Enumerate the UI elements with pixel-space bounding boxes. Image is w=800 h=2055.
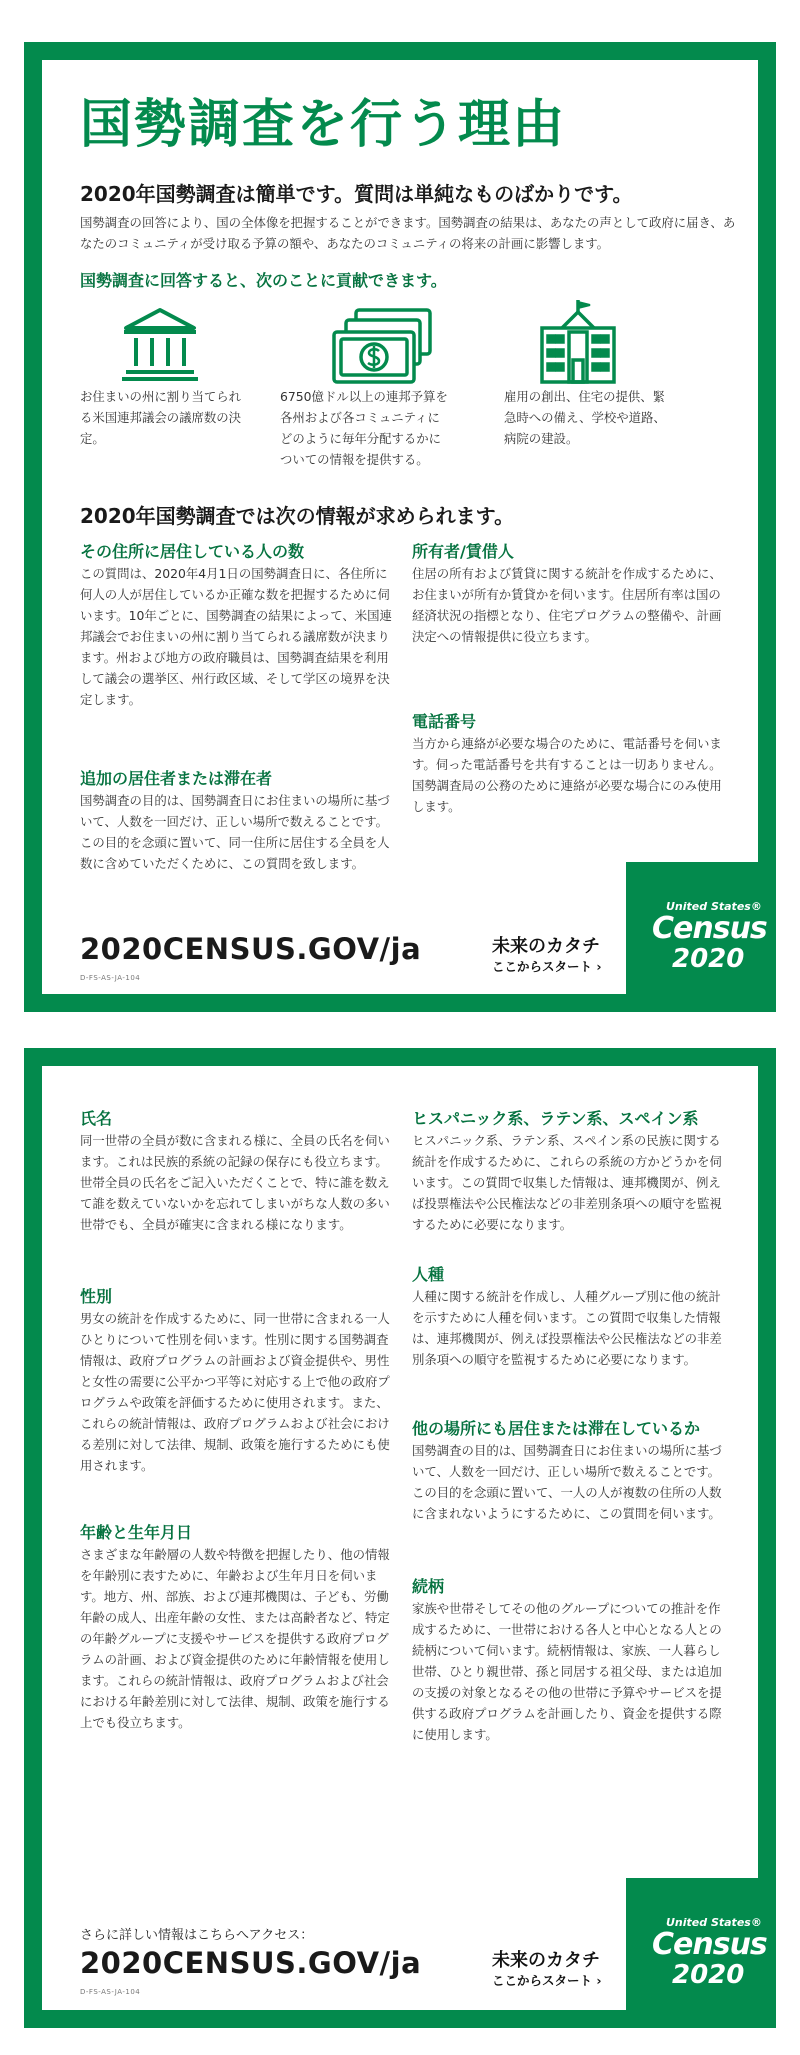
section-heading: ヒスパニック系、ラテン系、スペイン系 xyxy=(412,1109,699,1128)
questions-heading: 2020年国勢調査では次の情報が求められます。 xyxy=(80,504,515,528)
section-heading: その住所に居住している人の数 xyxy=(80,542,305,561)
section-body: 住居の所有および賃貸に関する統計を作成するために、お住まいが所有か賃貸かを伺います。住居所有率は国の経済状況の指標となり、住宅プログラムの整備や、計画決定への情報提供に役立ちます。 xyxy=(412,566,722,644)
tagline-main: 未来のカタチ xyxy=(492,936,600,957)
section-heading: 性別 xyxy=(80,1287,113,1306)
section-body: 同一世帯の全員が数に含まれる様に、全員の氏名を伺います。これは民族的系統の記録の保存にも役立ちます。世帯全員の氏名をご記入いただくことで、特に誰を数えて誰を数えていないかを忘れてしまいがちな人数の多い世帯でも、全員が確実に含まれる様になります。 xyxy=(80,1133,390,1232)
section-heading: 氏名 xyxy=(80,1109,113,1128)
section-heading: 続柄 xyxy=(412,1577,445,1596)
section-heading: 電話番号 xyxy=(412,712,477,731)
contribution-text: お住まいの州に割り当てられる米国連邦議会の議席数の決定。 xyxy=(80,389,242,446)
logo-united-states: United States® xyxy=(666,900,762,913)
logo-united-states: United States® xyxy=(666,1916,762,1929)
section-body: ヒスパニック系、ラテン系、スペイン系の民族に関する統計を作成するために、これらの系統の方かどうかを伺います。この質問で収集した情報は、連邦機関が、例えば投票権法や公民権法などの非差別条項への順守を監視するために必要になります。 xyxy=(412,1133,722,1232)
dollar-bills-icon xyxy=(330,306,434,386)
document-code: D-FS-AS-JA-104 xyxy=(80,1988,141,1996)
logo-census: Census xyxy=(652,911,767,946)
more-info-label: さらに詳しい情報はこちらへアクセス： xyxy=(80,1928,314,1943)
page-title: 国勢調査を行う理由 xyxy=(80,95,567,155)
tagline-main: 未来のカタチ xyxy=(492,1950,600,1971)
logo-year: 2020 xyxy=(672,1960,745,1990)
section-heading: 所有者/賃借人 xyxy=(412,542,514,561)
section-body: 男女の統計を作成するために、同一世帯に含まれる一人ひとりについて性別を伺います。性別に関する国勢調査情報は、政府プログラムの計画および資金提供や、男性と女性の需要に公平かつ平等に対応する上で他の政府プログラムや政策を評価するために使用されます。また、これらの統計情報は、政府プログラムおよび社会における差別に対して法律、規制、政策を施行するためにも使用されます。 xyxy=(80,1311,390,1473)
census-url-link[interactable]: 2020CENSUS.GOV/ja xyxy=(80,932,422,966)
capitol-building-icon xyxy=(120,306,200,384)
document-code: D-FS-AS-JA-104 xyxy=(80,974,141,982)
section-heading: 他の場所にも居住または滞在しているか xyxy=(412,1419,701,1438)
tagline-start-link[interactable]: ここからスタート › xyxy=(492,959,602,974)
section-body: この質問は、2020年4月1日の国勢調査日に、各住所に何人の人が居住しているか正確な数を把握するために伺います。10年ごとに、国勢調査の結果によって、米国連邦議会でお住まいの州に割り当てられる議席数が決まります。州および地方の政府職員は、国勢調査結果を利用して議会の選挙区、州行政区域、そして学区の境界を決定します。 xyxy=(80,566,392,707)
section-heading: 人種 xyxy=(412,1265,445,1284)
contribution-text: 雇用の創出、住宅の提供、緊急時への備え、学校や道路、病院の建設。 xyxy=(504,389,666,446)
census-2020-logo xyxy=(626,1878,776,2028)
intro-body: 国勢調査の回答により、国の全体像を把握することができます。国勢調査の結果は、あなたの声として政府に届き、あなたのコミュニティが受け取る予算の額や、あなたのコミュニティの将来の計画に影響します。 xyxy=(80,215,736,251)
section-body: 家族や世帯そしてその他のグループについての推計を作成するために、一世帯における各人と中心となる人との続柄について伺います。続柄情報は、家族、一人暮らし世帯、ひとり親世帯、孫と同居する祖父母、または追加の支援の対象となるその他の世帯に予算やサービスを提供する政府プログラムを計画したり、資金を提供する際に使用します。 xyxy=(412,1601,722,1742)
section-heading: 追加の居住者または滞在者 xyxy=(80,769,273,788)
front-panel xyxy=(24,42,776,1012)
census-2020-logo xyxy=(626,862,776,1012)
census-url-link[interactable]: 2020CENSUS.GOV/ja xyxy=(80,1946,422,1980)
intro-heading: 2020年国勢調査は簡単です。質問は単純なものばかりです。 xyxy=(80,182,633,206)
section-body: 人種に関する統計を作成し、人種グループ別に他の統計を示すために人種を伺います。この質問で収集した情報は、連邦機関が、例えば投票権法や公民権法などの非差別条項への順守を監視するために必要になります。 xyxy=(412,1289,722,1367)
back-panel xyxy=(24,1048,776,2028)
contribute-heading: 国勢調査に回答すると、次のことに貢献できます。 xyxy=(80,271,447,290)
section-body: さまざまな年齢層の人数や特徴を把握したり、他の情報を年齢別に表すために、年齢および生年月日を伺います。地方、州、部族、および連邦機関は、子ども、労働年齢の成人、出産年齢の女性、または高齢者など、特定の年齢グループに支援やサービスを提供する政府プログラムの計画、および資金提供のために年齢情報を使用します。これらの統計情報は、政府プログラムおよび社会における年齢差別に対して法律、規制、政策を施行する上でも役立ちます。 xyxy=(80,1547,390,1730)
section-body: 国勢調査の目的は、国勢調査日にお住まいの場所に基づいて、人数を一回だけ、正しい場所で数えることです。この目的を念頭に置いて、同一住所に居住する全員を人数に含めていただくために、この質問を致します。 xyxy=(80,793,390,871)
school-building-icon xyxy=(538,298,618,386)
contribution-text: 6750億ドル以上の連邦予算を各州および各コミュニティにどのように毎年分配するかについての情報を提供する。 xyxy=(280,389,448,467)
section-heading: 年齢と生年月日 xyxy=(80,1523,193,1542)
logo-census: Census xyxy=(652,1927,767,1962)
tagline-start-link[interactable]: ここからスタート › xyxy=(492,1973,602,1988)
logo-year: 2020 xyxy=(672,944,745,974)
section-body: 国勢調査の目的は、国勢調査日にお住まいの場所に基づいて、人数を一回だけ、正しい場所で数えることです。この目的を念頭に置いて、一人の人が複数の住所の人数に含まれないようにするために、この質問を伺います。 xyxy=(412,1443,722,1521)
section-body: 当方から連絡が必要な場合のために、電話番号を伺います。伺った電話番号を共有することは一切ありません。国勢調査局の公務のために連絡が必要な場合にのみ使用します。 xyxy=(412,736,722,814)
